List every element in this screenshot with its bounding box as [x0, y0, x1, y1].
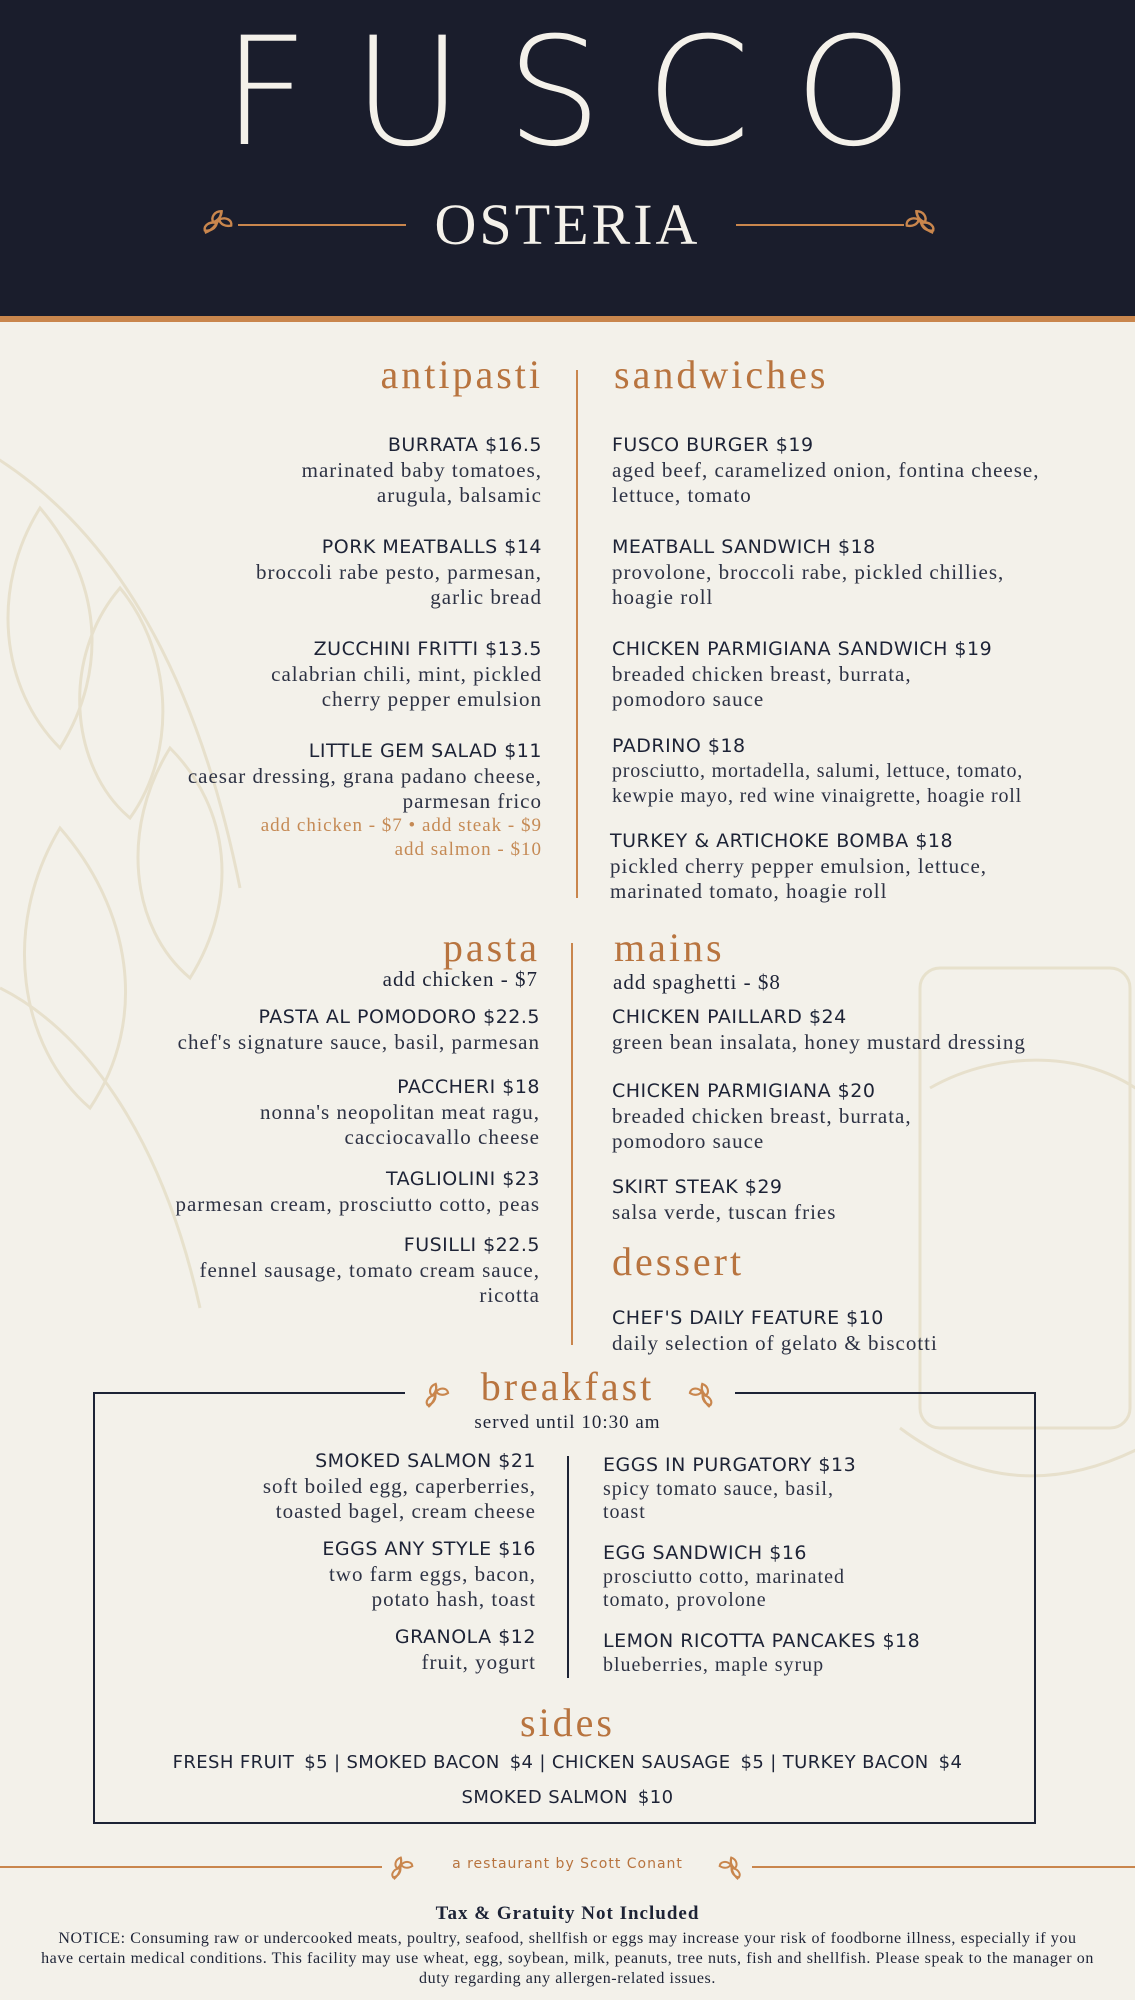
menu-item-lemon-ricotta-pancakes: [603, 1628, 1023, 1677]
item-name: TURKEY & ARTICHOKE BOMBA $18: [610, 830, 954, 852]
dessert-title: dessert: [612, 1239, 745, 1284]
menu-item-chicken-parm-sandwich: [612, 636, 1132, 712]
antipasti-title: antipasti: [380, 352, 543, 397]
item-name: PORK MEATBALLS $14: [321, 536, 542, 558]
header-rule-right: [736, 224, 904, 226]
item-desc: soft boiled egg, caperberries, toasted bagel, cream cheese: [262, 1474, 536, 1523]
breakfast-note: served until 10:30 am: [474, 1412, 661, 1433]
tax-notice: Tax & Gratuity Not Included: [435, 1903, 700, 1924]
menu-item-chefs-daily-feature: [612, 1305, 1132, 1356]
side-name: TURKEY BACON: [782, 1752, 929, 1773]
footer-rule-right: [752, 1866, 1135, 1868]
menu-item-eggs-in-purgatory: [603, 1452, 1023, 1524]
item-desc: daily selection of gelato & biscotti: [612, 1331, 938, 1355]
item-name: PACCHERI $18: [397, 1076, 540, 1098]
pasta-title: pasta: [442, 925, 540, 970]
menu-item-egg-sandwich: [603, 1540, 1023, 1612]
menu-item-padrino: [612, 733, 1135, 809]
salad-addons: add chicken - $7 • add steak - $9: [260, 815, 542, 836]
item-name: EGG SANDWICH $16: [603, 1542, 807, 1564]
item-desc: provolone, broccoli rabe, pickled chillies, hoagie roll: [612, 560, 1005, 609]
restaurant-tagline: a restaurant by Scott Conant: [452, 1856, 683, 1872]
item-desc: chef's signature sauce, basil, parmesan: [177, 1030, 540, 1054]
breakfast-divider: [567, 1456, 569, 1678]
item-desc: aged beef, caramelized onion, fontina cheese, lettuce, tomato: [612, 458, 1040, 507]
item-name: CHICKEN PARMIGIANA SANDWICH $19: [612, 638, 993, 660]
menu-item-granola: [150, 1624, 536, 1675]
item-name: PASTA AL POMODORO $22.5: [258, 1006, 540, 1028]
pasta-note: add chicken - $7: [382, 967, 538, 991]
item-desc: breaded chicken breast, burrata, pomodoro sauce: [612, 662, 912, 711]
menu-item-burrata: [80, 432, 542, 508]
item-desc: salsa verde, tuscan fries: [612, 1200, 837, 1224]
breakfast-title: breakfast: [480, 1364, 655, 1409]
sandwiches-title: sandwiches: [614, 352, 829, 397]
item-name: ZUCCHINI FRITTI $13.5: [313, 638, 542, 660]
item-desc: pickled cherry pepper emulsion, lettuce, marinated tomato, hoagie roll: [610, 854, 988, 903]
menu-item-pasta-al-pomodoro: [80, 1004, 540, 1055]
item-name: FUSILLI $22.5: [403, 1234, 540, 1256]
item-name: GRANOLA $12: [394, 1626, 536, 1648]
item-desc: marinated baby tomatoes, arugula, balsamic: [301, 458, 542, 507]
sides-row: [0, 1789, 1135, 1807]
subbrand-row: [0, 190, 1135, 260]
item-name: PADRINO $18: [612, 735, 746, 757]
leaf-sprig-icon: [716, 1845, 746, 1889]
item-desc: green bean insalata, honey mustard dressing: [612, 1030, 1026, 1054]
menu-item-pork-meatballs: [80, 534, 542, 610]
brand-name: FUSCO: [222, 6, 957, 180]
mains-title: mains: [614, 925, 725, 970]
item-name: CHICKEN PAILLARD $24: [612, 1006, 847, 1028]
menu-item-fusco-burger: [612, 432, 1132, 508]
side-name: SMOKED SALMON: [461, 1787, 628, 1808]
item-desc: breaded chicken breast, burrata, pomodoro sauce: [612, 1104, 912, 1153]
item-desc: blueberries, maple syrup: [603, 1654, 825, 1676]
salad-addons: add salmon - $10: [394, 839, 542, 860]
item-desc: nonna's neopolitan meat ragu, cacciocavallo cheese: [259, 1100, 540, 1149]
side-price: $4: [938, 1752, 963, 1773]
leaf-sprig-icon: [902, 202, 938, 242]
mains-note: add spaghetti - $8: [613, 970, 781, 994]
item-desc: fruit, yogurt: [421, 1650, 536, 1674]
menu-item-eggs-any-style: [150, 1536, 536, 1612]
item-name: BURRATA $16.5: [387, 434, 542, 456]
side-price: $4: [509, 1752, 534, 1773]
item-name: LITTLE GEM SALAD $11: [308, 740, 542, 762]
item-desc: calabrian chili, mint, pickled cherry pepper emulsion: [271, 662, 542, 711]
side-name: CHICKEN SAUSAGE: [551, 1752, 731, 1773]
side-name: FRESH FRUIT: [172, 1752, 295, 1773]
subbrand-name: OSTERIA: [434, 192, 701, 257]
menu-item-skirt-steak: [612, 1174, 1132, 1225]
item-name: EGGS IN PURGATORY $13: [603, 1454, 857, 1476]
item-desc: fennel sausage, tomato cream sauce, ricotta: [199, 1258, 540, 1307]
menu-header: [0, 0, 1135, 322]
menu-item-zucchini-fritti: [80, 636, 542, 712]
item-desc: spicy tomato sauce, basil, toast: [603, 1478, 834, 1523]
sides-title: sides: [520, 1700, 615, 1745]
menu-item-fusilli: [80, 1232, 540, 1308]
item-name: MEATBALL SANDWICH $18: [612, 536, 876, 558]
item-name: CHICKEN PARMIGIANA $20: [612, 1080, 876, 1102]
side-price: $5: [304, 1752, 328, 1773]
side-price: $5: [740, 1752, 765, 1773]
menu-item-meatball-sandwich: [612, 534, 1132, 610]
item-desc: prosciutto cotto, marinated tomato, provolone: [603, 1566, 845, 1611]
item-desc: two farm eggs, bacon, potato hash, toast: [328, 1562, 536, 1611]
item-desc: caesar dressing, grana padano cheese, parmesan frico: [187, 764, 542, 813]
column-divider: [576, 370, 578, 898]
item-desc: parmesan cream, prosciutto cotto, peas: [175, 1192, 540, 1216]
side-name: SMOKED BACON: [346, 1752, 500, 1773]
sides-row: FRESH FRUIT $5 | SMOKED BACON $4 | CHICKEN SAUSAGE $5 | TURKEY BACON $4: [172, 1752, 963, 1773]
item-desc: prosciutto, mortadella, salumi, lettuce, tomato, kewpie mayo, red wine vinaigrette, hoagie roll: [612, 760, 1024, 807]
menu-item-little-gem-salad: [80, 738, 542, 862]
item-desc: broccoli rabe pesto, parmesan, garlic bread: [256, 560, 542, 609]
side-price: $10: [637, 1787, 674, 1808]
menu-item-turkey-artichoke: [610, 828, 1130, 904]
item-name: LEMON RICOTTA PANCAKES $18: [603, 1630, 921, 1652]
menu-item-chicken-paillard: [612, 1004, 1132, 1055]
menu-item-smoked-salmon: [150, 1448, 536, 1524]
menu-item-paccheri: [80, 1074, 540, 1150]
allergen-notice: NOTICE: Consuming raw or undercooked meats, poultry, seafood, shellfish or eggs may increase your risk of foodborne illness, especially if you have certain medical conditions. This facility may use wheat, egg, soybean, milk, peanuts, tree nuts, fish and shellfish. Please speak to the manager on duty regarding any allergen-related issues.: [41, 1930, 1094, 1987]
menu-item-chicken-parmigiana: [612, 1078, 1132, 1154]
item-name: SKIRT STEAK $29: [612, 1176, 783, 1198]
item-name: TAGLIOLINI $23: [386, 1168, 540, 1190]
item-name: EGGS ANY STYLE $16: [322, 1538, 536, 1560]
column-divider: [571, 943, 573, 1345]
menu-item-tagliolini: [80, 1166, 540, 1217]
item-name: FUSCO BURGER $19: [612, 434, 814, 456]
item-name: SMOKED SALMON $21: [315, 1450, 536, 1472]
item-name: CHEF'S DAILY FEATURE $10: [612, 1307, 884, 1329]
